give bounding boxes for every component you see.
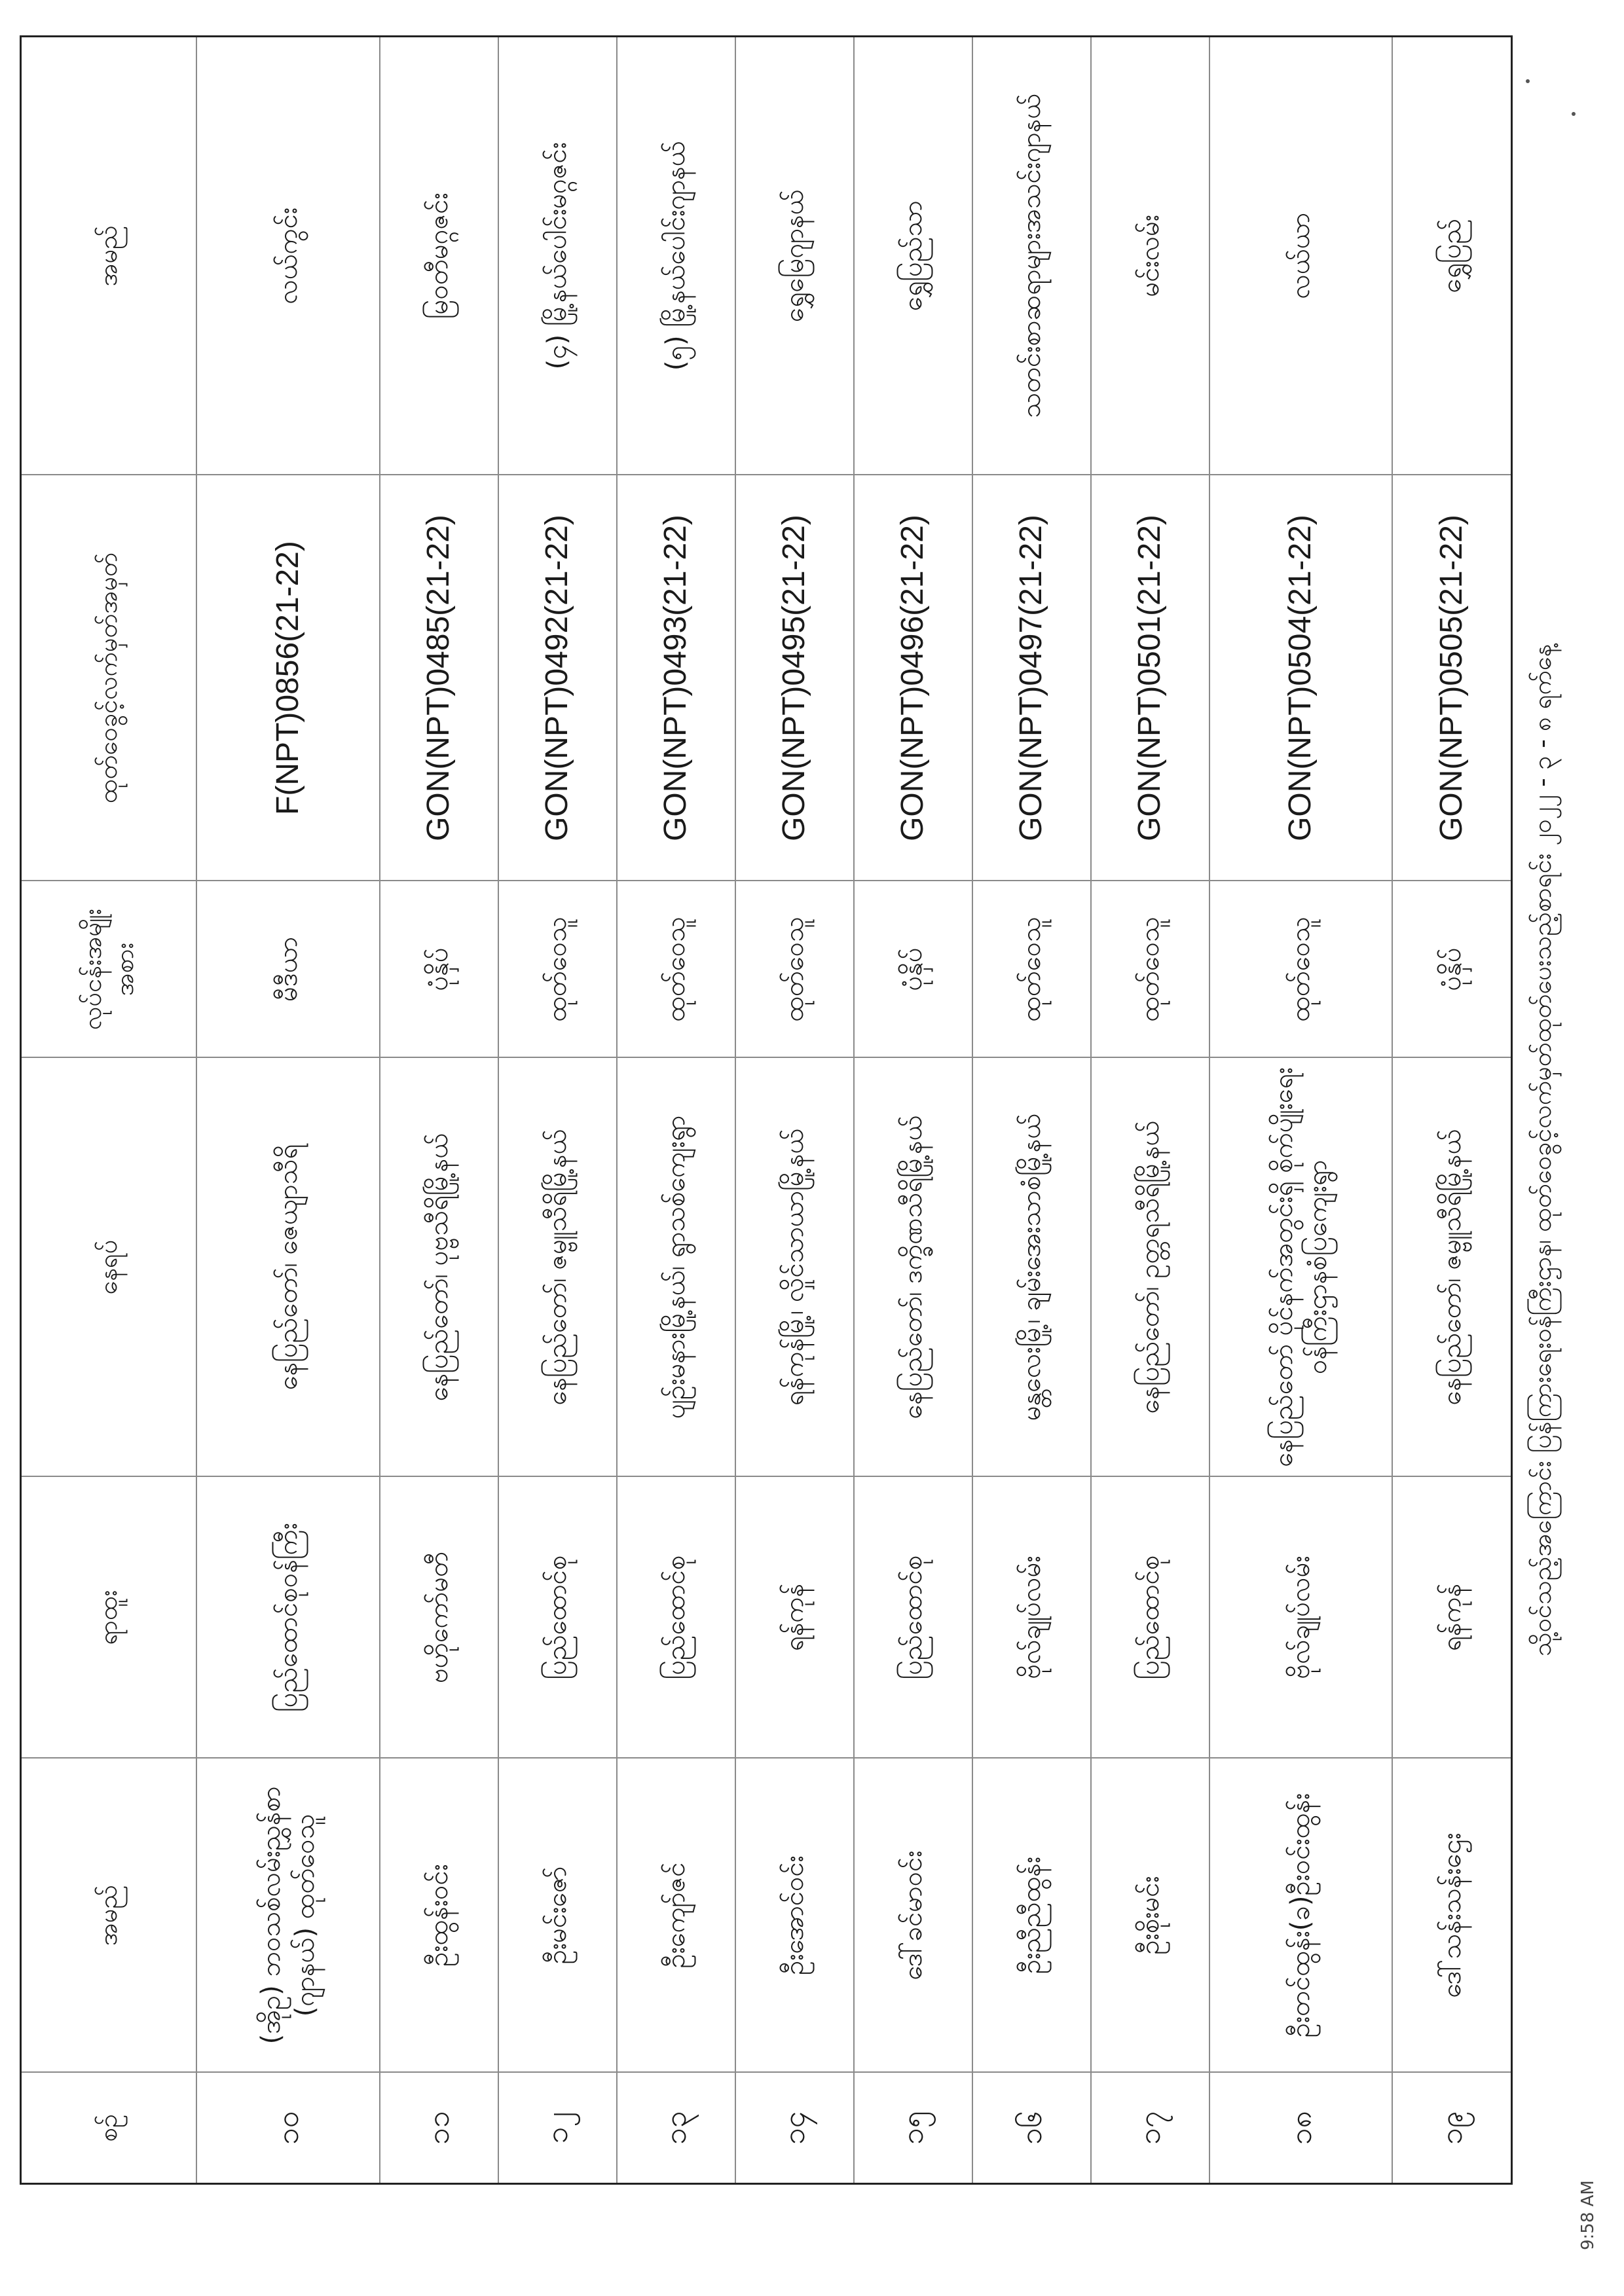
table-row <box>196 37 380 2184</box>
table-row <box>972 37 1091 2184</box>
cell-license-no: GON(NPT)0496(21-22) <box>854 475 972 881</box>
cell-position: ပြည်ထောင်စု <box>498 1477 617 1758</box>
cell-no: ၁၁ <box>380 2073 498 2184</box>
cell-name: ဦးထွန်းဝင်း <box>380 1758 498 2073</box>
cell-publication: (၄) မြို့နယ်ပေါင်းမဂ္ဂဇင်း <box>498 37 617 475</box>
cell-name: ဒေါ်သန်းသန်းဌေး <box>1392 1758 1511 2073</box>
table-row <box>380 37 498 2184</box>
cell-no: ၁၅ <box>854 2073 972 2184</box>
cell-position: ပြည်ထောင်စုဝန်ကြီး <box>196 1477 380 1758</box>
cell-name: ဦးညီညီထွန်း <box>972 1758 1091 2073</box>
cell-position: ရန်ကုန် <box>735 1477 854 1758</box>
header-name: အမည် <box>21 1758 196 2073</box>
cell-address: နေပြည်တော်၊ ပုဗ္ဗသီရိမြို့နယ် <box>380 1058 498 1477</box>
cell-license-type: ထုတ်ဝေသူ <box>1091 881 1209 1058</box>
table-row <box>1209 37 1393 2184</box>
cell-publication: ရွှေပြည် <box>1392 37 1511 475</box>
cell-no: ၁၈ <box>1209 2073 1393 2184</box>
cell-address: မန္တလေးမြို့၊ ချမ်းအေးသာစံမြို့နယ် <box>972 1058 1091 1477</box>
cell-publication: သတင်းစာဆရာများအသင်းဂျာနယ် <box>972 37 1091 475</box>
header-license-type: လုပ်ငန်းအမျိုး အစား <box>21 881 196 1058</box>
table-row <box>735 37 854 2184</box>
cell-publication: လယ်ကွင်း <box>196 37 380 475</box>
cell-publication: မင်းလမ်း <box>1091 37 1209 475</box>
cell-address: ရန်ကုန်မြို့၊ လှိုင်သာယာမြို့နယ် <box>735 1058 854 1477</box>
header-address: နေရပ် <box>21 1058 196 1477</box>
cell-name: ဦးစိုးမင်း <box>1091 1758 1209 2073</box>
cell-license-no: GON(NPT)0492(21-22) <box>498 475 617 881</box>
cell-position: ဗိုလ်ချုပ်လမ်း <box>1209 1477 1393 1758</box>
table-row <box>498 37 617 2184</box>
cell-license-type: ပုံနှိပ် <box>854 881 972 1058</box>
cell-no: ၁၄ <box>735 2073 854 2184</box>
cell-no: ၁၃ <box>617 2073 735 2184</box>
cell-license-type: ထုတ်ဝေသူ <box>617 881 735 1058</box>
cell-name: (အိုဥ) ဘဝသစ်လမ်းညွှန်စာ (ဂျာနယ်) ထုတ်ဝေသူ <box>196 1758 380 2073</box>
cell-license-type: ထုတ်ဝေသူ <box>1209 881 1393 1058</box>
cell-name: ဒေါ်ခင်မာဝင်း <box>854 1758 972 2073</box>
table-header-row <box>21 37 196 2184</box>
cell-address: နေပြည်တော်၊ ဇေယျာသီရိ <box>196 1058 380 1477</box>
license-table <box>20 35 1513 2185</box>
cell-address: နေပြည်တော် ပိုင်နက်အတွင်းရှိ စိုက်ပျိုးရေးဝန်ကြီးဌာနစံပြကျေးရွာ <box>1209 1058 1393 1477</box>
cell-no: ၁၂ <box>498 2073 617 2184</box>
cell-no: ၁၀ <box>196 2073 380 2184</box>
cell-license-no: GON(NPT)0497(21-22) <box>972 475 1091 881</box>
cell-position: ပြည်ထောင်စု <box>617 1477 735 1758</box>
cell-address: ပျဉ်းမနားမြို့နယ်၊ ရွာသစ်ကျေးရွာ <box>617 1058 735 1477</box>
cell-license-no: GON(NPT)0505(21-22) <box>1392 475 1511 881</box>
cell-license-no: GON(NPT)0485(21-22) <box>380 475 498 881</box>
cell-name: ဦးအောင်ဝင်း <box>735 1758 854 2073</box>
header-no: စဉ် <box>21 2073 196 2184</box>
cell-position: ပြည်ထောင်စု <box>1091 1477 1209 1758</box>
header-position: ရာထူး <box>21 1477 196 1758</box>
cell-license-no: GON(NPT)0495(21-22) <box>735 475 854 881</box>
scan-speck <box>1526 79 1530 83</box>
cell-name: ဦးမင်းဇော် <box>498 1758 617 2073</box>
cell-address: နေပြည်တော်၊ ဒက္ခိဏသီရိမြို့နယ် <box>854 1058 972 1477</box>
cell-position: ဗဟိုကော်မတီ <box>380 1477 498 1758</box>
cell-publication: လယ်ယာ <box>1209 37 1393 475</box>
cell-name: ဦးကျော်ဇင် <box>617 1758 735 2073</box>
cell-license-no: F(NPT)0856(21-22) <box>196 475 380 881</box>
header-license-no: ထုတ်ဝေခွင့်လက်မှတ်အမှတ် <box>21 475 196 881</box>
cell-license-no: GON(NPT)0501(21-22) <box>1091 475 1209 881</box>
header-publication: အမည် <box>21 37 196 475</box>
timestamp: 9:58 AM <box>1578 2180 1598 2250</box>
cell-no: ၁၉ <box>1392 2073 1511 2184</box>
scan-speck <box>1572 112 1576 116</box>
cell-license-no: GON(NPT)0493(21-22) <box>617 475 735 881</box>
cell-name: ဦးတင်ထွန်း(ခ)ဦးဝင်းထွန်း <box>1209 1758 1393 2073</box>
cell-no: ၁၆ <box>972 2073 1091 2184</box>
cell-license-type: ထုတ်ဝေသူ <box>972 881 1091 1058</box>
cell-license-type: ပုံနှိပ် <box>1392 881 1511 1058</box>
cell-no: ၁၇ <box>1091 2073 1209 2184</box>
cell-publication: (၅) မြို့နယ်ပေါင်းဂျာနယ် <box>617 37 735 475</box>
document-title: သို့ဝင်သည့်အကြောင်း ပြန်ကြားရေးဝန်ကြီးဌာန၊ ထုတ်ဝေခွင့်လက်မှတ်ထုတ်ပေးသည့်စာရင်း ၂၀၂၂ - ၃ - ၈ ရက်နေ့ <box>1528 644 1557 1657</box>
cell-address: နေပြည်တော်၊ ဥတ္တရသီရိမြို့နယ် <box>1091 1058 1209 1477</box>
cell-position: ဗိုလ်ချုပ်လမ်း <box>972 1477 1091 1758</box>
cell-license-type: မီဒီယာ <box>196 881 380 1058</box>
table-row <box>1091 37 1209 2184</box>
cell-publication: ရွှေပြည်သာ <box>854 37 972 475</box>
cell-position: ရန်ကုန် <box>1392 1477 1511 1758</box>
table-row <box>854 37 972 2184</box>
cell-address: နေပြည်တော်၊ ဇမ္ဗူသီရိမြို့နယ် <box>498 1058 617 1477</box>
cell-license-no: GON(NPT)0504(21-22) <box>1209 475 1393 881</box>
table-row <box>1392 37 1511 2184</box>
cell-license-type: ထုတ်ဝေသူ <box>735 881 854 1058</box>
cell-license-type: ပုံနှိပ် <box>380 881 498 1058</box>
cell-position: ပြည်ထောင်စု <box>854 1477 972 1758</box>
cell-publication: မြဝတီမဂ္ဂဇင်း <box>380 37 498 475</box>
cell-license-type: ထုတ်ဝေသူ <box>498 881 617 1058</box>
cell-address: နေပြည်တော်၊ ဇမ္ဗူသီရိမြို့နယ် <box>1392 1058 1511 1477</box>
table-row <box>617 37 735 2184</box>
cell-publication: ရွှေမြေဂျာနယ် <box>735 37 854 475</box>
